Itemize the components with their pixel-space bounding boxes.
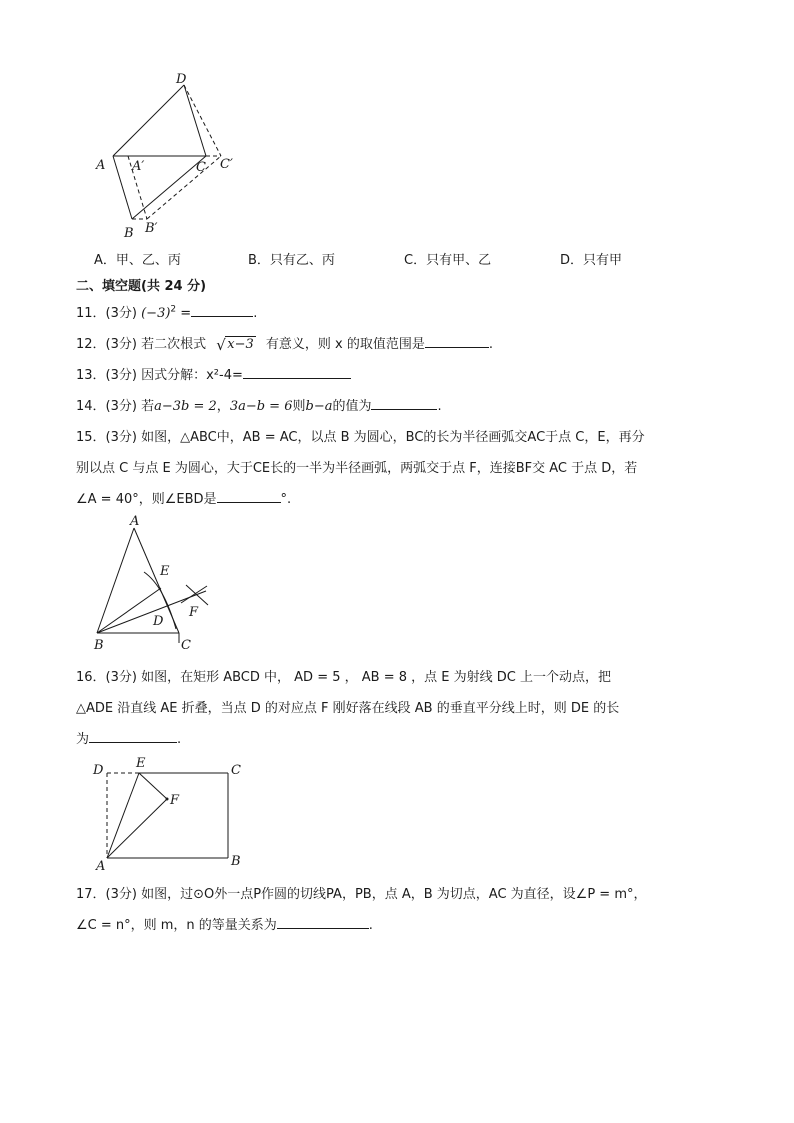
answer-blank-15[interactable]	[217, 490, 281, 503]
q16-line3-text: 为	[76, 732, 90, 747]
q15-line3-text: ∠A = 40°，则∠EBD是	[76, 492, 217, 507]
q16-end: .	[177, 732, 182, 747]
label-D: D	[176, 72, 187, 87]
q14-post: 的值为	[332, 399, 372, 414]
figure-rectangle-abcd	[88, 754, 248, 872]
question-17-line-2	[76, 914, 373, 933]
q14-mid: ，	[216, 399, 230, 414]
label-B: B	[124, 226, 134, 241]
q11-eq: =	[176, 306, 192, 321]
q14-number: 14．(3分)	[76, 399, 137, 414]
option-c: C．只有甲、乙	[404, 253, 492, 268]
question-13	[76, 364, 351, 383]
q12-pre: 若二次根式	[141, 337, 207, 352]
label-A: A	[96, 158, 106, 173]
q17-end: .	[368, 918, 373, 933]
question-15-line-3	[76, 488, 291, 507]
question-14	[76, 395, 442, 414]
fig15-label-A: A	[130, 514, 140, 529]
fig16-label-F: F	[170, 793, 180, 808]
q12-number: 12．(3分)	[76, 337, 137, 352]
answer-blank-16[interactable]	[89, 730, 177, 743]
question-17-line-1: 17．(3分) 如图，过⊙O外一点P作圆的切线PA，PB，点 A，B 为切点，AC 为直径，设∠P = m°，	[76, 887, 647, 902]
q14-then: 则	[292, 399, 306, 414]
label-A-prime: A′	[132, 159, 145, 174]
option-a: A．甲、乙、丙	[94, 253, 181, 268]
q14-pre: 若	[141, 399, 155, 414]
q17-line2-text: ∠C = n°，则 m，n 的等量关系为	[76, 918, 277, 933]
figure-parallelogram-translation	[90, 72, 250, 244]
fig15-label-C: C	[181, 638, 191, 653]
question-15-line-1: 15．(3分) 如图，△ABC中，AB = AC，以点 B 为圆心，BC的长为半径画弧交AC于点 C，E，再分	[76, 430, 645, 445]
fig16-label-B: B	[231, 854, 241, 869]
q14-eq2: 3a−b = 6	[229, 399, 293, 414]
fig16-label-C: C	[231, 763, 241, 778]
question-16-line-2: △ADE 沿直线 AE 折叠，当点 D 的对应点 F 刚好落在线段 AB 的垂直平分线上时，则 DE 的长	[76, 701, 620, 716]
fig15-label-E: E	[160, 564, 170, 579]
q12-post: 有意义，则 x 的取值范围是	[265, 337, 425, 352]
question-15-line-2: 别以点 C 与点 E 为圆心，大于CE长的一半为半径画弧，两弧交于点 F，连接BF交 AC 于点 D，若	[76, 461, 638, 476]
q14-eq1: a−3b = 2	[154, 399, 217, 414]
label-C: C	[196, 160, 206, 175]
question-16-line-1: 16．(3分) 如图，在矩形 ABCD 中， AD = 5 ， AB = 8 ，点 E 为射线 DC 上一个动点，把	[76, 670, 611, 685]
q11-end: .	[253, 306, 258, 321]
answer-blank-13[interactable]	[243, 366, 351, 379]
q14-expr: b−a	[305, 399, 333, 414]
question-12	[76, 333, 493, 352]
answer-blank-12[interactable]	[425, 335, 489, 348]
q11-exponent: 2	[170, 304, 177, 315]
section-title: 二、填空题(共 24 分)	[76, 279, 207, 294]
q14-end: .	[437, 399, 442, 414]
fig16-label-D: D	[93, 763, 104, 778]
answer-blank-14[interactable]	[371, 397, 437, 410]
answer-blank-17[interactable]	[277, 916, 369, 929]
fig15-label-D: D	[153, 614, 164, 629]
option-b: B．只有乙、丙	[248, 253, 335, 268]
fig16-label-E: E	[136, 756, 146, 771]
figure-triangle-abc	[88, 512, 218, 654]
fig16-label-A: A	[96, 859, 106, 872]
label-B-prime: B′	[145, 221, 158, 236]
label-C-prime: C′	[220, 157, 233, 172]
q12-end: .	[488, 337, 494, 352]
sqrt-expression: √ x−3	[216, 336, 254, 354]
fig15-label-F: F	[189, 605, 199, 620]
question-11	[76, 302, 257, 321]
question-16-line-3	[76, 728, 181, 747]
fig15-label-B: B	[94, 638, 104, 653]
q11-number: 11．(3分)	[76, 306, 137, 321]
answer-blank-11[interactable]	[191, 304, 253, 317]
q13-text: 因式分解：x²-4=	[141, 368, 243, 383]
q12-radicand: x−3	[227, 337, 254, 352]
q15-end: °.	[280, 492, 292, 507]
q11-expr: (−3)	[141, 306, 171, 321]
option-d: D．只有甲	[560, 253, 623, 268]
q13-number: 13．(3分)	[76, 368, 137, 383]
